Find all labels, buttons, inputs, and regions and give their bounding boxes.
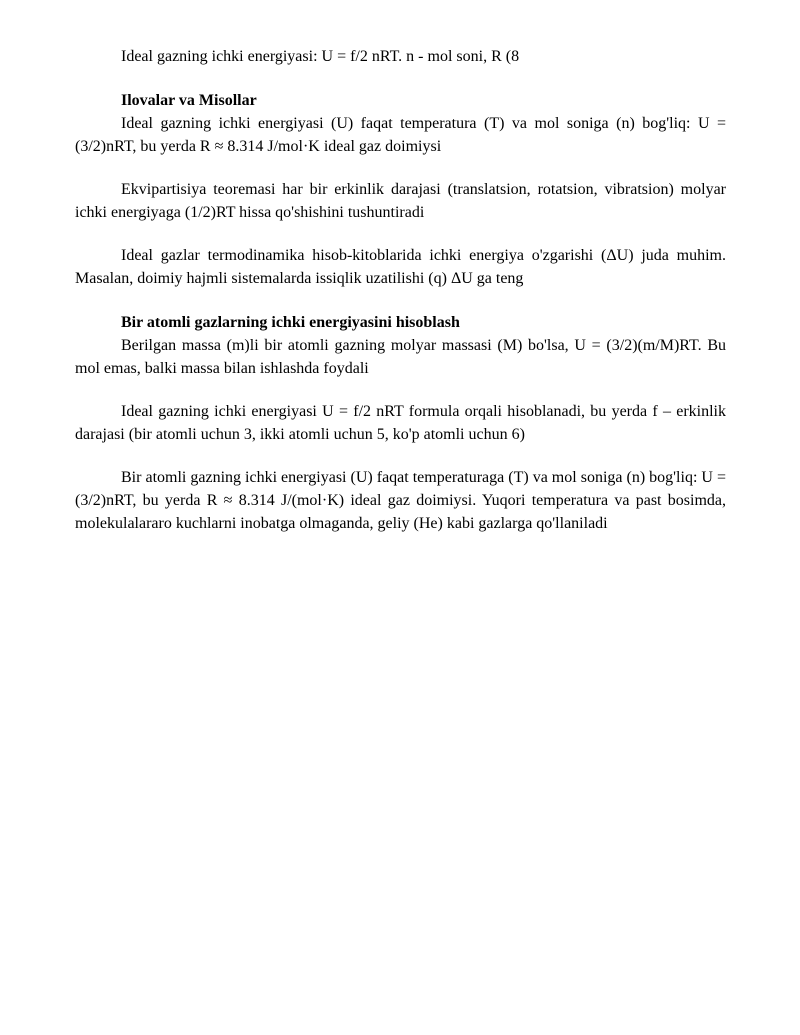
spacer bbox=[75, 158, 726, 178]
spacer bbox=[75, 224, 726, 244]
spacer bbox=[75, 446, 726, 466]
section-heading-monoatomic: Bir atomli gazlarning ichki energiyasini hisoblash bbox=[121, 314, 460, 331]
paragraph: Berilgan massa (m)li bir atomli gazning molyar massasi (M) bo'lsa, U = (3/2)(m/M)RT. Bu mol emas, balki massa bilan ishlashda foydali bbox=[75, 337, 726, 377]
spacer bbox=[75, 68, 726, 89]
paragraph: Ekvipartisiya teoremasi har bir erkinlik darajasi (translatsion, rotatsion, vibratsion) molyar ichki energiyaga (1/2)RT hissa qo'shishini tushuntiradi bbox=[75, 181, 726, 221]
paragraph: Ideal gazning ichki energiyasi U = f/2 nRT formula orqali hisoblanadi, bu yerda f – erkinlik darajasi (bir atomli uchun 3, ikki atomli uchun 5, ko'p atomli uchun 6) bbox=[75, 403, 726, 443]
paragraph: Bir atomli gazning ichki energiyasi (U) faqat temperaturaga (T) va mol soniga (n) bog'liq: U = (3/2)nRT, bu yerda R ≈ 8.314 J/(mol·K) ideal gaz doimiysi. Yuqori temperatura va past bosimda, molekulalararo kuchlarni inobatga olmaganda, geliy (He) kabi gazlarga qo'llaniladi bbox=[75, 469, 726, 532]
intro-paragraph: Ideal gazning ichki energiyasi: U = f/2 nRT. n - mol soni, R (8 bbox=[121, 48, 520, 65]
spacer bbox=[75, 380, 726, 400]
section-heading-applications: Ilovalar va Misollar bbox=[121, 92, 257, 109]
paragraph: Ideal gazlar termodinamika hisob-kitoblarida ichki energiya o'zgarishi (ΔU) juda muhim. Masalan, doimiy hajmli sistemalarda issiqlik uzatilishi (q) ΔU ga teng bbox=[75, 247, 726, 287]
spacer bbox=[75, 290, 726, 311]
paragraph: Ideal gazning ichki energiyasi (U) faqat temperatura (T) va mol soniga (n) bog'liq: U = (3/2)nRT, bu yerda R ≈ 8.314 J/mol·K ideal gaz doimiysi bbox=[75, 115, 726, 155]
document-page bbox=[75, 45, 726, 535]
